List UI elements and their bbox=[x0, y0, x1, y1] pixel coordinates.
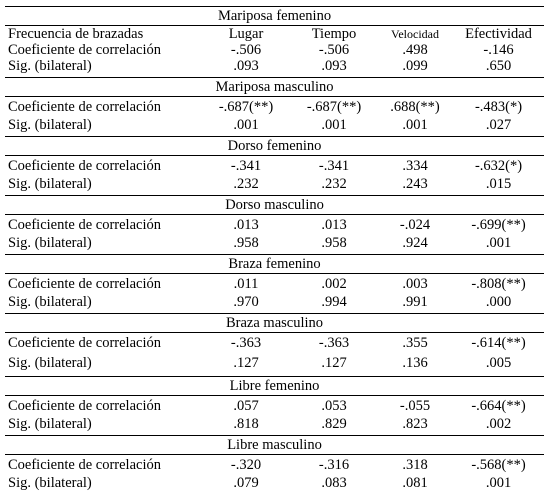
cell: -.699(**) bbox=[453, 215, 544, 236]
cell: .232 bbox=[201, 176, 291, 196]
row-label: Coeficiente de correlación bbox=[5, 215, 201, 236]
column-header-velocidad: Velocidad bbox=[377, 26, 453, 43]
correlation-table bbox=[5, 6, 544, 491]
row-label: Coeficiente de correlación bbox=[5, 97, 201, 118]
coef-row bbox=[5, 156, 544, 177]
coef-row bbox=[5, 42, 544, 58]
cell: -.483(*) bbox=[453, 97, 544, 118]
cell: .000 bbox=[453, 294, 544, 314]
cell: .001 bbox=[377, 117, 453, 137]
cell: .015 bbox=[453, 176, 544, 196]
row-label: Sig. (bilateral) bbox=[5, 353, 201, 377]
cell: -.341 bbox=[201, 156, 291, 177]
row-label: Coeficiente de correlación bbox=[5, 42, 201, 58]
cell: .002 bbox=[291, 274, 377, 295]
cell: .057 bbox=[201, 396, 291, 417]
cell: .958 bbox=[201, 235, 291, 255]
cell: .127 bbox=[291, 353, 377, 377]
cell: -.664(**) bbox=[453, 396, 544, 417]
cell: .924 bbox=[377, 235, 453, 255]
section-title: Libre femenino bbox=[5, 377, 544, 396]
section-title: Braza masculino bbox=[5, 314, 544, 333]
cell: -.808(**) bbox=[453, 274, 544, 295]
cell: .355 bbox=[377, 333, 453, 354]
cell: -.568(**) bbox=[453, 455, 544, 476]
cell: .001 bbox=[201, 117, 291, 137]
coef-row bbox=[5, 215, 544, 236]
sig-row bbox=[5, 58, 544, 78]
cell: .002 bbox=[453, 416, 544, 436]
section-title-row bbox=[5, 255, 544, 274]
cell: .334 bbox=[377, 156, 453, 177]
sig-row bbox=[5, 117, 544, 137]
cell: -.614(**) bbox=[453, 333, 544, 354]
cell: .005 bbox=[453, 353, 544, 377]
cell: .093 bbox=[291, 58, 377, 78]
section-title: Dorso femenino bbox=[5, 137, 544, 156]
cell: .011 bbox=[201, 274, 291, 295]
column-header-tiempo: Tiempo bbox=[291, 26, 377, 43]
row-label: Coeficiente de correlación bbox=[5, 156, 201, 177]
section-title: Libre masculino bbox=[5, 436, 544, 455]
section-title: Dorso masculino bbox=[5, 196, 544, 215]
cell: -.146 bbox=[453, 42, 544, 58]
table-body bbox=[5, 7, 544, 491]
row-label: Sig. (bilateral) bbox=[5, 58, 201, 78]
cell: -.363 bbox=[201, 333, 291, 354]
cell: .970 bbox=[201, 294, 291, 314]
sig-row bbox=[5, 176, 544, 196]
cell: .829 bbox=[291, 416, 377, 436]
cell: .136 bbox=[377, 353, 453, 377]
cell: .003 bbox=[377, 274, 453, 295]
cell: .027 bbox=[453, 117, 544, 137]
section-title: Braza femenino bbox=[5, 255, 544, 274]
column-header-lugar: Lugar bbox=[201, 26, 291, 43]
cell: .081 bbox=[377, 475, 453, 491]
cell: -.632(*) bbox=[453, 156, 544, 177]
coef-row bbox=[5, 97, 544, 118]
cell: -.316 bbox=[291, 455, 377, 476]
cell: .232 bbox=[291, 176, 377, 196]
cell: .053 bbox=[291, 396, 377, 417]
section-title-row bbox=[5, 7, 544, 26]
cell: -.055 bbox=[377, 396, 453, 417]
cell: .127 bbox=[201, 353, 291, 377]
section-title-row bbox=[5, 436, 544, 455]
cell: .013 bbox=[201, 215, 291, 236]
coef-row bbox=[5, 396, 544, 417]
sig-row bbox=[5, 416, 544, 436]
cell: .650 bbox=[453, 58, 544, 78]
row-label: Coeficiente de correlación bbox=[5, 455, 201, 476]
sig-row bbox=[5, 235, 544, 255]
row-label: Sig. (bilateral) bbox=[5, 117, 201, 137]
section-title-row bbox=[5, 377, 544, 396]
cell: .823 bbox=[377, 416, 453, 436]
cell: .099 bbox=[377, 58, 453, 78]
cell: .001 bbox=[453, 235, 544, 255]
cell: .958 bbox=[291, 235, 377, 255]
cell: -.687(**) bbox=[291, 97, 377, 118]
cell: -.506 bbox=[291, 42, 377, 58]
section-title: Mariposa femenino bbox=[5, 7, 544, 26]
sig-row bbox=[5, 353, 544, 377]
cell: .013 bbox=[291, 215, 377, 236]
section-title-row bbox=[5, 314, 544, 333]
row-label: Coeficiente de correlación bbox=[5, 333, 201, 354]
row-label: Coeficiente de correlación bbox=[5, 396, 201, 417]
coef-row bbox=[5, 333, 544, 354]
cell: .991 bbox=[377, 294, 453, 314]
cell: -.320 bbox=[201, 455, 291, 476]
cell: .243 bbox=[377, 176, 453, 196]
cell: -.687(**) bbox=[201, 97, 291, 118]
coef-row bbox=[5, 455, 544, 476]
sig-row bbox=[5, 294, 544, 314]
first-column-header: Frecuencia de brazadas bbox=[5, 26, 201, 43]
row-label: Sig. (bilateral) bbox=[5, 475, 201, 491]
cell: .818 bbox=[201, 416, 291, 436]
cell: .093 bbox=[201, 58, 291, 78]
cell: .498 bbox=[377, 42, 453, 58]
row-label: Sig. (bilateral) bbox=[5, 235, 201, 255]
section-title: Mariposa masculino bbox=[5, 78, 544, 97]
section-title-row bbox=[5, 137, 544, 156]
column-header-efectividad: Efectividad bbox=[453, 26, 544, 43]
section-title-row bbox=[5, 196, 544, 215]
cell: .001 bbox=[453, 475, 544, 491]
cell: -.024 bbox=[377, 215, 453, 236]
row-label: Sig. (bilateral) bbox=[5, 416, 201, 436]
cell: .318 bbox=[377, 455, 453, 476]
cell: .083 bbox=[291, 475, 377, 491]
coef-row bbox=[5, 274, 544, 295]
column-header-row bbox=[5, 26, 544, 43]
cell: .688(**) bbox=[377, 97, 453, 118]
cell: -.341 bbox=[291, 156, 377, 177]
cell: .079 bbox=[201, 475, 291, 491]
cell: .994 bbox=[291, 294, 377, 314]
cell: -.506 bbox=[201, 42, 291, 58]
row-label: Sig. (bilateral) bbox=[5, 176, 201, 196]
row-label: Sig. (bilateral) bbox=[5, 294, 201, 314]
cell: -.363 bbox=[291, 333, 377, 354]
section-title-row bbox=[5, 78, 544, 97]
cell: .001 bbox=[291, 117, 377, 137]
row-label: Coeficiente de correlación bbox=[5, 274, 201, 295]
